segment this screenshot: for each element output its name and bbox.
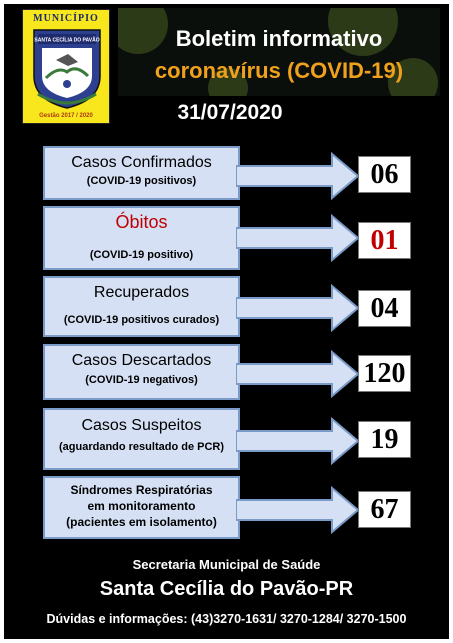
recovered-value: 04 (358, 290, 411, 327)
municipality-logo (22, 9, 110, 124)
department-name: Secretaria Municipal de Saúde (132, 557, 321, 572)
deaths-card (43, 206, 240, 270)
bulletin-subtitle: coronavírus (COVID-19) (154, 58, 404, 83)
confirmed-label: Casos Confirmados (71, 154, 212, 171)
recovered-card (43, 276, 240, 337)
bulletin-date: 31/07/2020 (177, 101, 283, 124)
discarded-card (43, 344, 240, 400)
suspected-card (43, 408, 240, 470)
header-banner (118, 8, 440, 96)
recovered-sublabel: (COVID-19 positivos curados) (63, 314, 220, 326)
confirmed-card (43, 146, 240, 200)
respiratory-sublabel: em monitoramento (87, 499, 196, 513)
arrow-right-icon (236, 284, 360, 332)
logo-bottom-text: Gestão 2017 / 2020 (39, 113, 93, 119)
respiratory-label: Síndromes Respiratórias (70, 483, 213, 497)
confirmed-sublabel: (COVID-19 positivos) (86, 175, 197, 187)
arrow-right-icon (236, 417, 360, 465)
respiratory-sublabel-2: (pacientes em isolamento) (66, 515, 217, 529)
suspected-label: Casos Suspeitos (81, 417, 202, 434)
deaths-value: 01 (358, 222, 411, 259)
discarded-label: Casos Descartados (71, 352, 212, 369)
logo-top-text: MUNICÍPIO (33, 13, 99, 24)
respiratory-value: 67 (358, 491, 411, 528)
confirmed-value: 06 (358, 156, 411, 193)
arrow-right-icon (236, 152, 360, 200)
suspected-value: 19 (358, 421, 411, 458)
arrow-right-icon (236, 486, 360, 534)
city-name: Santa Cecília do Pavão-PR (99, 578, 354, 600)
deaths-sublabel: (COVID-19 positivo) (89, 249, 194, 261)
arrow-right-icon (236, 350, 360, 398)
discarded-sublabel: (COVID-19 negativos) (85, 374, 198, 386)
recovered-label: Recuperados (93, 284, 190, 301)
arrow-right-icon (236, 214, 360, 262)
coat-of-arms-icon (32, 28, 102, 110)
deaths-label: Óbitos (115, 212, 168, 232)
bulletin-title: Boletim informativo (175, 26, 383, 51)
suspected-sublabel: (aguardando resultado de PCR) (58, 441, 225, 453)
logo-emblem-text: SANTA CECÍLIA DO PAVÃO (34, 37, 100, 44)
discarded-value: 120 (358, 355, 411, 392)
contact-info: Dúvidas e informações: (43)3270-1631/ 3270-1284/ 3270-1500 (46, 612, 407, 626)
respiratory-card (43, 476, 240, 539)
